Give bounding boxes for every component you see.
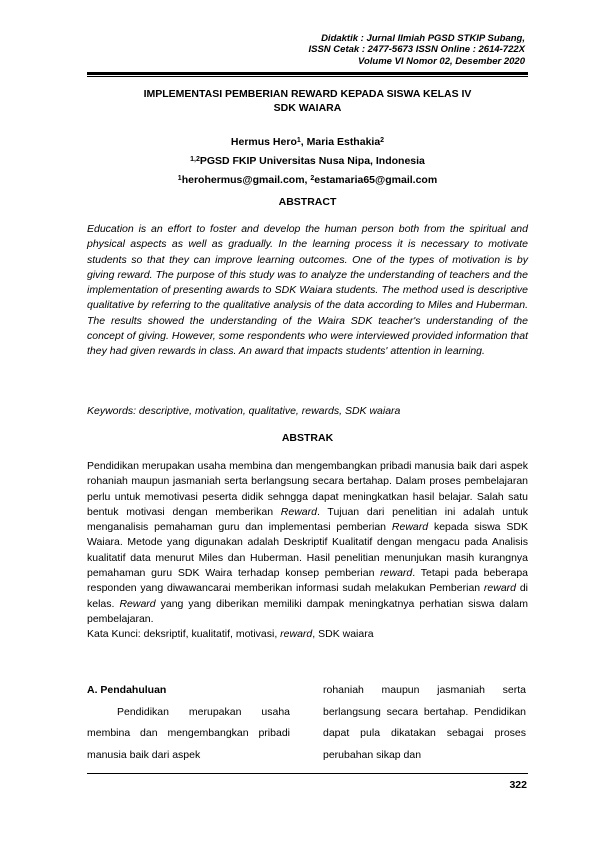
paper-title xyxy=(87,88,528,115)
email-2-sup: 2 xyxy=(310,175,315,182)
footer-rule xyxy=(87,773,528,774)
affiliation xyxy=(87,151,528,170)
page-number: 322 xyxy=(509,779,527,791)
title-line-2: SDK WAIARA xyxy=(273,101,342,114)
abstrak-text-4: . Tetapi pada beberapa responden yang diwawancarai memberikan informasi sudah melakukan Pemberian xyxy=(87,567,529,595)
email-1: herohermus@gmail.com, xyxy=(181,174,311,186)
kata-kunci-end: , SDK waiara xyxy=(312,628,374,641)
abstrak-text-6: yang yang diberikan memiliki dampak meningkatnya perhatian siswa dalam pembelajaran. xyxy=(87,597,528,625)
header-rule-thick xyxy=(87,72,528,75)
author-2-sup: 2 xyxy=(380,137,385,144)
email-1-sup: 1 xyxy=(177,175,182,182)
section-heading: A. Pendahuluan xyxy=(87,684,167,696)
author-2: Maria Esthakia xyxy=(306,136,381,148)
emails xyxy=(87,170,528,189)
abstrak-body xyxy=(87,459,528,643)
author-separator: , xyxy=(300,136,307,148)
abstrak-reward-2: Reward xyxy=(391,521,429,534)
author-block xyxy=(87,132,528,189)
body-column-left xyxy=(87,680,290,766)
journal-header xyxy=(125,33,525,67)
journal-name: Didaktik : Jurnal Ilmiah PGSD STKIP Subang, xyxy=(321,33,525,44)
author-1: Hermus Hero xyxy=(230,136,297,148)
journal-issn: ISSN Cetak : 2477-5673 ISSN Online : 2614-722X xyxy=(308,44,525,56)
abstrak-reward-5: Reward xyxy=(119,597,156,610)
abstrak-text-3: kepada siswa SDK Waiara. Metode yang digunakan adalah Deskriptif Kualitatif dengan mengacu pada Analisis kualitatif data menurut Miles dan Huberman. Hasil penelitian menunjukan masih kurangnya pemahaman guru SDK Waira terhadap konsep pemberian xyxy=(87,521,528,580)
abstract-body: Education is an effort to foster and develop the human person both from the spiritual and physical aspects as well as gradually. In the learning process it is necessary to motivate students so that they can improve learning outcomes. One of the types of motivation is by giving reward. The purpose of this study was to analyze the understanding of teachers and the implementation of presenting awards to SDK Waiara students. The method used is descriptive qualitative by referring to the qualitative analysis of the data according to Miles and Huberman. The results showed the understanding of the Waira SDK teacher's understanding of the concept of giving. However, some respondents who were interviewed provided information that they had given rewards in class. An award that impacts students' attention in learning. xyxy=(87,223,528,358)
introduction-text-right: rohaniah maupun jasmaniah serta berlangsung secara bertahap. Pendidikan dapat pula dikatakan sebagai proses perubahan sikap dan xyxy=(323,684,526,761)
email-2: estamaria65@gmail.com xyxy=(314,174,438,186)
abstract-keywords: Keywords: descriptive, motivation, qualitative, rewards, SDK waiara xyxy=(87,405,401,417)
journal-volume: Volume VI Nomor 02, Desember 2020 xyxy=(357,55,525,67)
affiliation-sup: 1,2 xyxy=(190,156,200,163)
abstrak-text-1: Pendidikan merupakan usaha membina dan mengembangkan pribadi manusia baik dari aspek rohaniah maupun jasmaniah serta berlangsung secara bertahap. Dalam proses pembelajaran perlu untuk memotivasi peserta didik sehngga dapat meningkatkan hasil belajar. Salah satu bentuk motivasi dengan memberikan xyxy=(87,460,528,518)
author-1-sup: 1 xyxy=(296,137,301,144)
abstrak-reward-4: reward xyxy=(483,582,517,595)
author-names xyxy=(87,132,528,151)
abstrak-text-5: di kelas. xyxy=(87,582,529,610)
abstrak-heading: ABSTRAK xyxy=(281,432,334,444)
abstrak-text-2: . Tujuan dari penelitian ini adalah untuk menganalisis pemahaman guru dan implementasi pemberian xyxy=(87,505,528,534)
header-rule-thin xyxy=(87,76,528,77)
abstract-heading: ABSTRACT xyxy=(278,196,337,208)
kata-kunci-reward: reward xyxy=(280,628,313,641)
body-column-right xyxy=(323,680,526,766)
abstrak-reward-1: Reward xyxy=(280,505,317,518)
introduction-text-left: Pendidikan merupakan usaha membina dan mengembangkan pribadi manusia baik dari aspek xyxy=(87,705,290,761)
kata-kunci-start: Kata Kunci: deksriptif, kualitatif, motivasi, xyxy=(87,628,281,641)
title-line-1: IMPLEMENTASI PEMBERIAN REWARD KEPADA SISWA KELAS IV xyxy=(143,88,472,100)
affiliation-text: PGSD FKIP Universitas Nusa Nipa, Indonesia xyxy=(199,155,425,167)
abstrak-reward-3: reward xyxy=(380,567,413,580)
